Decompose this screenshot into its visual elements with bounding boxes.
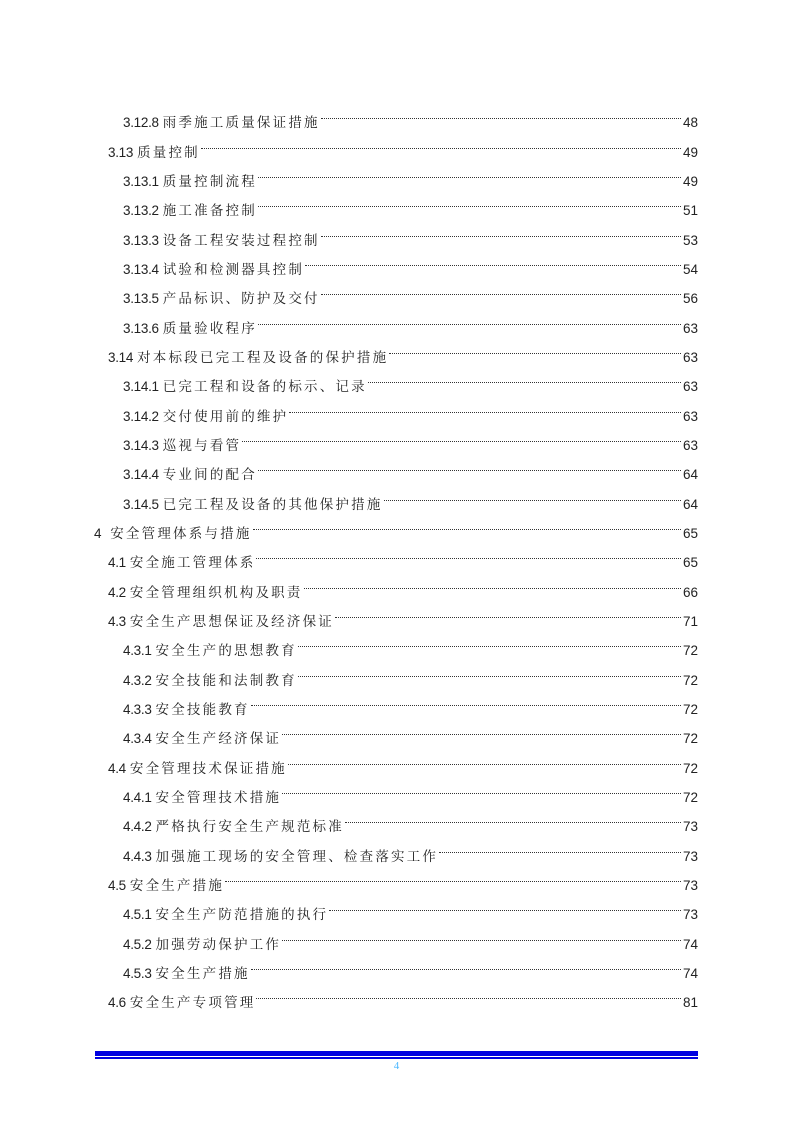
toc-entry-number: 4.3: [108, 613, 126, 629]
toc-entry-page: 48: [682, 115, 698, 131]
toc-dot-leader: [368, 362, 681, 391]
toc-entry-title: 设备工程安装过程控制: [162, 232, 320, 249]
toc-entry-title: 安全生产经济保证: [155, 731, 282, 748]
toc-entry-page: 65: [682, 555, 698, 571]
toc-entry-title: 安全生产防范措施的执行: [155, 907, 329, 924]
toc-dot-leader: [384, 479, 681, 508]
toc-entry-title: 安全管理组织机构及职责: [129, 584, 303, 601]
toc-entry-page: 63: [682, 349, 698, 365]
toc-entry-title: 专业间的配合: [162, 467, 257, 484]
toc-entry-page: 71: [682, 613, 698, 629]
toc-entry-page: 72: [682, 701, 698, 717]
toc-dot-leader: [321, 274, 681, 303]
toc-entry-page: 65: [682, 525, 698, 541]
toc-entry-title: 对本标段已完工程及设备的保护措施: [137, 349, 389, 366]
toc-entry-title: 质量控制流程: [162, 173, 257, 190]
toc-entry-title: 严格执行安全生产规范标准: [155, 819, 344, 836]
toc-entry-title: 安全生产措施: [129, 877, 225, 894]
toc-entry-title: 质量控制: [137, 144, 200, 161]
toc-dot-leader: [201, 127, 681, 156]
toc-dot-leader: [321, 215, 681, 244]
toc-dot-leader: [251, 685, 681, 714]
toc-entry-number: 3.13.3: [123, 232, 159, 248]
toc-dot-leader: [298, 655, 681, 684]
toc-entry-number: 3.14.2: [123, 408, 159, 424]
toc-entry-page: 64: [682, 467, 698, 483]
footer-page-number: 4: [393, 1060, 400, 1072]
toc-entry-number: 4.5.3: [123, 965, 152, 981]
toc-entry-number: 3.14.4: [123, 467, 159, 483]
toc-entry-page: 73: [682, 877, 698, 893]
toc-entry-page: 66: [682, 584, 698, 600]
toc-entry-number: 3.13.5: [123, 291, 159, 307]
toc-dot-leader: [304, 567, 681, 596]
toc-dot-leader: [256, 978, 680, 1007]
toc-entry-page: 51: [682, 203, 698, 219]
toc-entry-page: 81: [682, 995, 698, 1011]
toc-entry-title: 雨季施工质量保证措施: [162, 115, 320, 132]
toc-entry-number: 3.14: [108, 349, 134, 365]
toc-entry-number: 3.14.3: [123, 437, 159, 453]
footer-rule-thin: [95, 1057, 698, 1059]
toc-entry-page: 73: [682, 848, 698, 864]
toc-entry-number: 4.5.1: [123, 907, 152, 923]
toc-entry-number: 4.3.4: [123, 731, 152, 747]
toc-entry-number: 3.12.8: [123, 115, 159, 131]
toc-entry-number: 4: [94, 525, 102, 541]
toc-entry-title: 已完工程和设备的标示、记录: [162, 379, 367, 396]
toc-dot-leader: [389, 333, 681, 362]
toc-entry-number: 4.4: [108, 760, 126, 776]
toc-dot-leader: [321, 98, 681, 127]
toc-dot-leader: [282, 714, 681, 743]
toc-entry-page: 74: [682, 936, 698, 952]
toc-entry-number: 4.4.3: [123, 848, 152, 864]
toc-dot-leader: [345, 802, 681, 831]
toc-dot-leader: [225, 861, 681, 890]
toc-dot-leader: [282, 919, 681, 948]
toc-entry-page: 73: [682, 907, 698, 923]
toc-dot-leader: [258, 157, 681, 186]
toc-dot-leader: [305, 245, 681, 274]
toc-entry-title: 产品标识、防护及交付: [162, 291, 320, 308]
toc-entry-page: 54: [682, 261, 698, 277]
toc-entry-number: 4.3.3: [123, 701, 152, 717]
toc-dot-leader: [251, 949, 681, 978]
toc-entry-number: 4.2: [108, 584, 126, 600]
toc-dot-leader: [329, 890, 681, 919]
toc-dot-leader: [253, 509, 681, 538]
toc-entry-number: 3.13: [108, 144, 134, 160]
toc-entry-number: 4.4.1: [123, 789, 152, 805]
toc-entry-title: 巡视与看管: [162, 437, 242, 454]
toc-entry-number: 4.4.2: [123, 819, 152, 835]
toc-dot-leader: [439, 831, 681, 860]
toc-entry-page: 72: [682, 789, 698, 805]
toc-entry-page: 72: [682, 672, 698, 688]
toc-entry-number: 4.3.1: [123, 643, 152, 659]
toc-entry-page: 74: [682, 965, 698, 981]
toc-entry-page: 64: [682, 496, 698, 512]
toc-entry-title: 交付使用前的维护: [162, 408, 289, 425]
toc-entry-page: 72: [682, 731, 698, 747]
toc-entry-page: 63: [682, 437, 698, 453]
toc-entry-title: 加强劳动保护工作: [155, 936, 282, 953]
toc-entry-title: 安全生产措施: [155, 965, 250, 982]
toc-entry-title: 质量验收程序: [162, 320, 257, 337]
toc-dot-leader: [288, 743, 681, 772]
toc-entry-number: 3.13.4: [123, 261, 159, 277]
toc-entry-title: 安全技能和法制教育: [155, 672, 297, 689]
toc-entry-title: 安全技能教育: [155, 701, 250, 718]
toc-entry-page: 63: [682, 379, 698, 395]
toc-dot-leader: [289, 391, 681, 420]
toc-entry-number: 3.13.1: [123, 173, 159, 189]
toc-entry-number: 3.14.5: [123, 496, 159, 512]
toc-entry-title: 安全管理技术措施: [155, 789, 282, 806]
toc-entry-title: 安全生产的思想教育: [155, 643, 297, 660]
toc-dot-leader: [258, 303, 681, 332]
toc-dot-leader: [242, 421, 681, 450]
toc-entry-number: 3.14.1: [123, 379, 159, 395]
toc-entry-number: 4.5: [108, 877, 126, 893]
footer-rule-thick: [95, 1051, 698, 1056]
toc-entry-title: 施工准备控制: [162, 203, 257, 220]
table-of-contents: [94, 98, 698, 1012]
toc-entry-title: 安全管理技术保证措施: [129, 760, 287, 777]
toc-entry-title: 安全生产专项管理: [129, 995, 256, 1012]
toc-entry-page: 49: [682, 144, 698, 160]
toc-entry-page: 53: [682, 232, 698, 248]
toc-entry-page: 56: [682, 291, 698, 307]
toc-entry-number: 3.13.2: [123, 203, 159, 219]
toc-entry-number: 4.5.2: [123, 936, 152, 952]
toc-dot-leader: [298, 626, 681, 655]
toc-entry-page: 63: [682, 320, 698, 336]
toc-entry-number: 3.13.6: [123, 320, 159, 336]
toc-entry-title: 安全生产思想保证及经济保证: [129, 613, 334, 630]
toc-entry-title: 试验和检测器具控制: [162, 261, 305, 278]
toc-entry-title: 加强施工现场的安全管理、检查落实工作: [155, 848, 439, 865]
toc-dot-leader: [335, 597, 681, 626]
toc-entry-page: 72: [682, 643, 698, 659]
toc-entry-page: 63: [682, 408, 698, 424]
toc-dot-leader: [282, 773, 681, 802]
toc-dot-leader: [258, 186, 681, 215]
toc-entry-number: 4.1: [108, 555, 126, 571]
toc-entry-page: 73: [682, 819, 698, 835]
toc-entry-title: 安全管理体系与措施: [110, 525, 252, 542]
toc-entry-page: 49: [682, 173, 698, 189]
toc-dot-leader: [256, 538, 680, 567]
toc-entry-title: 已完工程及设备的其他保护措施: [162, 496, 383, 513]
toc-entry-title: 安全施工管理体系: [129, 555, 256, 572]
toc-entry-number: 4.3.2: [123, 672, 152, 688]
toc-entry[interactable]: [94, 98, 698, 132]
toc-entry-page: 72: [682, 760, 698, 776]
toc-dot-leader: [258, 450, 681, 479]
toc-entry-number: 4.6: [108, 995, 126, 1011]
